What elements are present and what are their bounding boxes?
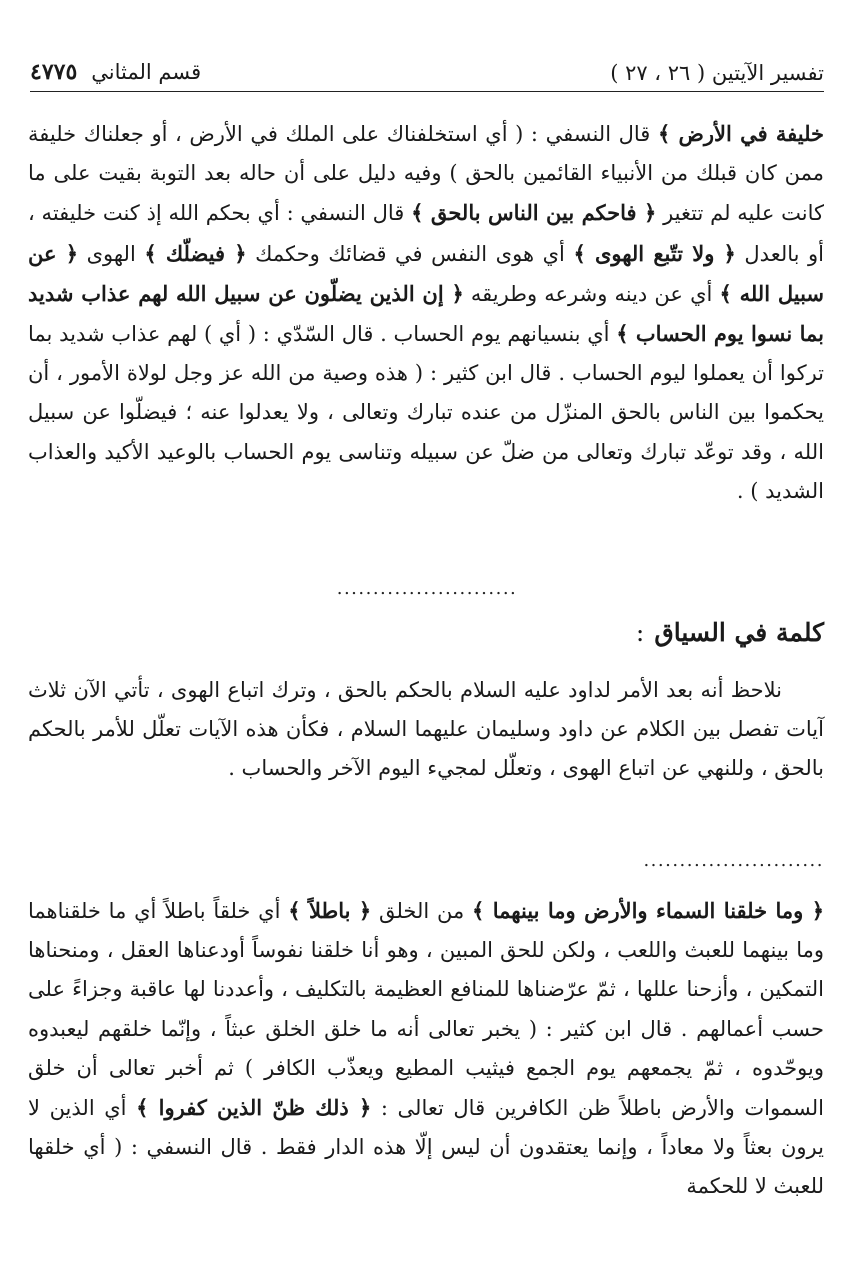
page-number: ٤٧٧٥ — [30, 59, 78, 85]
commentary-text: نلاحظ أنه بعد الأمر لداود عليه السلام بالحكم بالحق ، وترك اتباع الهوى ، تأتي الآن ثلاث آيات تفصل بين الكلام عن داود وسليمان عليهما السلام ، فكأن هذه الآيات تعلّل للأمر بالحكم بالحق ، وللنهي عن اتباع الهوى ، وتعلّل لمجيء اليوم الآخر والحساب . — [28, 678, 824, 781]
header-section-group — [30, 59, 201, 85]
context-block — [28, 671, 824, 789]
running-header — [30, 50, 824, 92]
section-separator: ......................... — [643, 850, 824, 871]
quran-quote: ﴿ ذلك ظنّ الذين كفروا ﴾ — [136, 1095, 372, 1121]
commentary-text: أي هوى النفس في قضائك وحكمك — [246, 241, 574, 266]
quran-quote: ﴿ فاحكم بين الناس بالحق ﴾ — [411, 200, 657, 226]
heading-colon: : — [635, 618, 645, 647]
commentary-text: أي الذين لا يرون بعثاً ولا معاداً ، وإنما يعتقدون أن ليس إلّا هذه الدار فقط . قال النسفي : ( أي خلقها للعبث لا للحكمة — [28, 1096, 824, 1199]
section-separator: ......................... — [336, 578, 518, 599]
quran-quote: ﴿ إن الذين يضلّون عن سبيل الله لهم عذاب شديد بما نسوا يوم الحساب ﴾ — [28, 280, 824, 347]
section-heading — [636, 618, 824, 647]
quran-quote: ﴿ وما خلقنا السماء والأرض وما بينهما ﴾ — [472, 898, 825, 923]
commentary-paragraph — [28, 891, 824, 1207]
commentary-text: أي خلقاً باطلاً أي ما خلقناهما وما بينهما للعبث واللعب ، ولكن للحق المبين ، وهو أنا خلقنا نفوساً أودعناها العقل ، ومنحناها التمكين ، وأزحنا عللها ، ثمّ عرّضناها للمنافع العظيمة بالتكليف ، وأعددنا لها عاقبة وجزاءً على حسب أعمالهم . قال ابن كثير : ( يخبر تعالى أنه ما خلق الخلق عبثاً ، وإنّما خلقهم ليعبدوه ويوحّدوه ، ثمّ يجمعهم يوم الجمع فيثيب المطيع ويعذّب الكافر ) ثم أخبر تعالى أن خلق السموات والأرض باطلاً ظن الكافرين قال تعالى : — [28, 899, 824, 1121]
quran-quote: ﴿ باطلاً ﴾ — [288, 898, 372, 923]
commentary-text: قال النسفي : ( أي استخلفناك على الملك في الأرض ، أو جعلناك خليفة ممن كان قبلك من الأنبياء القائمين بالحق ) وفيه دليل على أن حاله بعد التوبة بقيت على ما كانت عليه لم تتغير — [28, 122, 824, 226]
quran-quote: ﴿ فيضلّك ﴾ — [144, 240, 247, 266]
quran-quote: خليفة في الأرض ﴾ — [657, 121, 825, 146]
commentary-block-3 — [28, 850, 825, 1207]
header-section: قسم المثاني — [91, 60, 202, 84]
quran-quote: ﴿ عن سبيل الله ﴾ — [28, 240, 824, 306]
commentary-text: أي عن دينه وشرعه وطريقه — [463, 281, 720, 306]
heading-text: كلمة في السياق — [654, 618, 824, 647]
commentary-block-1 — [28, 114, 824, 511]
quran-quote: ﴿ ولا تتّبع الهوى ﴾ — [573, 240, 736, 266]
header-title: تفسير الآيتين ( ٢٦ ، ٢٧ ) — [610, 61, 824, 85]
context-paragraph — [28, 671, 824, 789]
commentary-text: الهوى — [78, 241, 145, 266]
commentary-text: أي بنسيانهم يوم الحساب . قال السّدّي : ( أي ) لهم عذاب شديد بما تركوا أن يعملوا ليوم الحساب . قال ابن كثير : ( هذه وصية من الله عز وجل لولاة الأمور ، أن يحكموا بين الناس بالحق المنزّل من عنده تبارك وتعالى ، ولا يعدلوا عنه ؛ فيضلّوا عن سبيل الله ، وقد توعّد تبارك وتعالى من ضلّ عن سبيله وتناسى يوم الحساب بالوعيد الأكيد والعذاب الشديد ) . — [28, 322, 824, 503]
commentary-paragraph — [28, 114, 824, 511]
commentary-text: قال النسفي : أي بحكم الله إذ كنت خليفته ، أو بالعدل — [28, 201, 825, 266]
commentary-text: من الخلق — [371, 899, 473, 923]
